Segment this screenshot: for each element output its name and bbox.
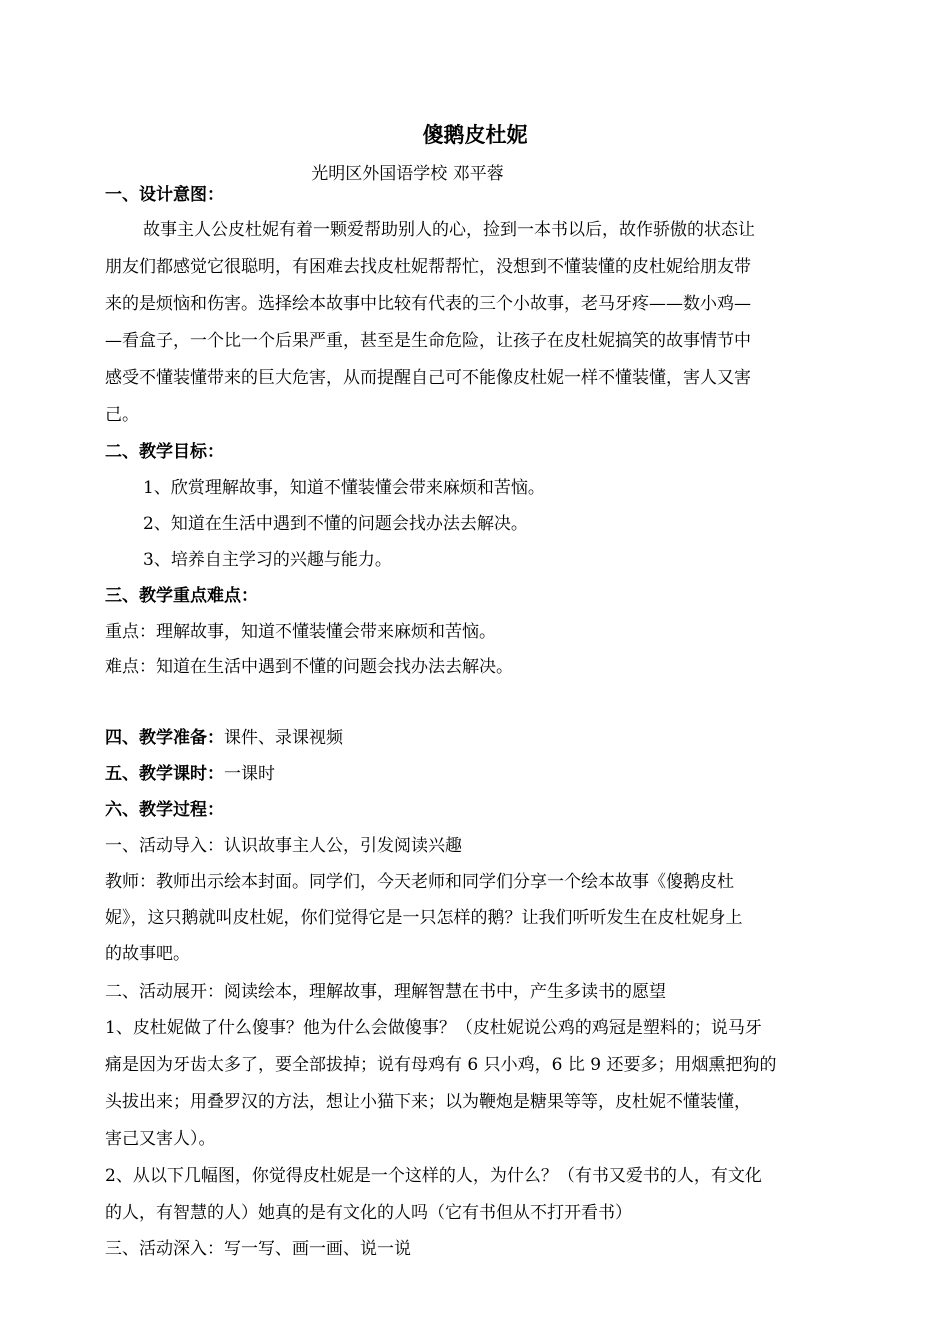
paragraph-line: 己。	[105, 405, 139, 425]
process-line: 的故事吧。	[105, 944, 190, 964]
section-4	[105, 727, 850, 749]
process-line: 妮》，这只鹅就叫皮杜妮，你们觉得它是一只怎样的鹅？让我们听听发生在皮杜妮身上	[105, 908, 743, 928]
process-line: 三、活动深入：写一写、画一画、说一说	[105, 1239, 411, 1259]
document-title: 傻鹅皮杜妮	[422, 123, 528, 147]
section-2-heading: 二、教学目标：	[105, 442, 224, 462]
focus-line: 重点：理解故事，知道不懂装懂会带来麻烦和苦恼。	[105, 622, 496, 642]
paragraph-line: 故事主人公皮杜妮有着一颗爱帮助别人的心，捡到一本书以后，故作骄傲的状态让	[143, 220, 755, 240]
section-6-heading: 六、教学过程：	[105, 800, 224, 820]
section-3-heading: 三、教学重点难点：	[105, 586, 258, 606]
section-1-heading: 一、设计意图：	[105, 185, 224, 205]
author-line: 光明区外国语学校 邓平蓉	[311, 164, 504, 184]
paragraph-line: —看盒子，一个比一个后果严重，甚至是生命危险，让孩子在皮杜妮搞笑的故事情节中	[105, 331, 751, 351]
paragraph-line: 朋友们都感觉它很聪明，有困难去找皮杜妮帮帮忙，没想到不懂装懂的皮杜妮给朋友带	[105, 257, 751, 277]
goal-item: 2、知道在生活中遇到不懂的问题会找办法去解决。	[143, 514, 528, 534]
process-line: 头拔出来；用叠罗汉的方法，想让小猫下来；以为鞭炮是糖果等等，皮杜妮不懂装懂，	[105, 1092, 751, 1112]
section-5-text: 一课时	[224, 764, 275, 784]
difficulty-line: 难点：知道在生活中遇到不懂的问题会找办法去解决。	[105, 657, 513, 677]
section-5	[105, 763, 850, 785]
process-line: 的人，有智慧的人）她真的是有文化的人吗（它有书但从不打开看书）	[105, 1203, 632, 1223]
section-5-heading: 五、教学课时：	[105, 764, 224, 784]
paragraph-line: 感受不懂装懂带来的巨大危害，从而提醒自己可不能像皮杜妮一样不懂装懂，害人又害	[105, 368, 751, 388]
section-4-heading: 四、教学准备：	[105, 728, 224, 748]
paragraph-line: 来的是烦恼和伤害。选择绘本故事中比较有代表的三个小故事，老马牙疼——数小鸡—	[105, 294, 751, 314]
process-line: 1、皮杜妮做了什么傻事？他为什么会做傻事？（皮杜妮说公鸡的鸡冠是塑料的；说马牙	[105, 1018, 762, 1038]
process-line: 2、从以下几幅图，你觉得皮杜妮是一个这样的人，为什么？（有书又爱书的人，有文化	[105, 1166, 762, 1186]
process-line: 害己又害人）。	[105, 1129, 216, 1149]
process-line: 二、活动展开：阅读绘本，理解故事，理解智慧在书中，产生多读书的愿望	[105, 982, 666, 1002]
process-line: 痛是因为牙齿太多了，要全部拔掉；说有母鸡有 6 只小鸡，6 比 9 还要多；用烟熏把狗的	[105, 1055, 777, 1075]
process-line: 一、活动导入：认识故事主人公，引发阅读兴趣	[105, 836, 462, 856]
section-4-text: 课件、录课视频	[224, 728, 343, 748]
process-line: 教师：教师出示绘本封面。同学们，今天老师和同学们分享一个绘本故事《傻鹅皮杜	[105, 872, 734, 892]
goal-item: 1、欣赏理解故事，知道不懂装懂会带来麻烦和苦恼。	[143, 478, 545, 498]
goal-item: 3、培养自主学习的兴趣与能力。	[143, 550, 392, 570]
